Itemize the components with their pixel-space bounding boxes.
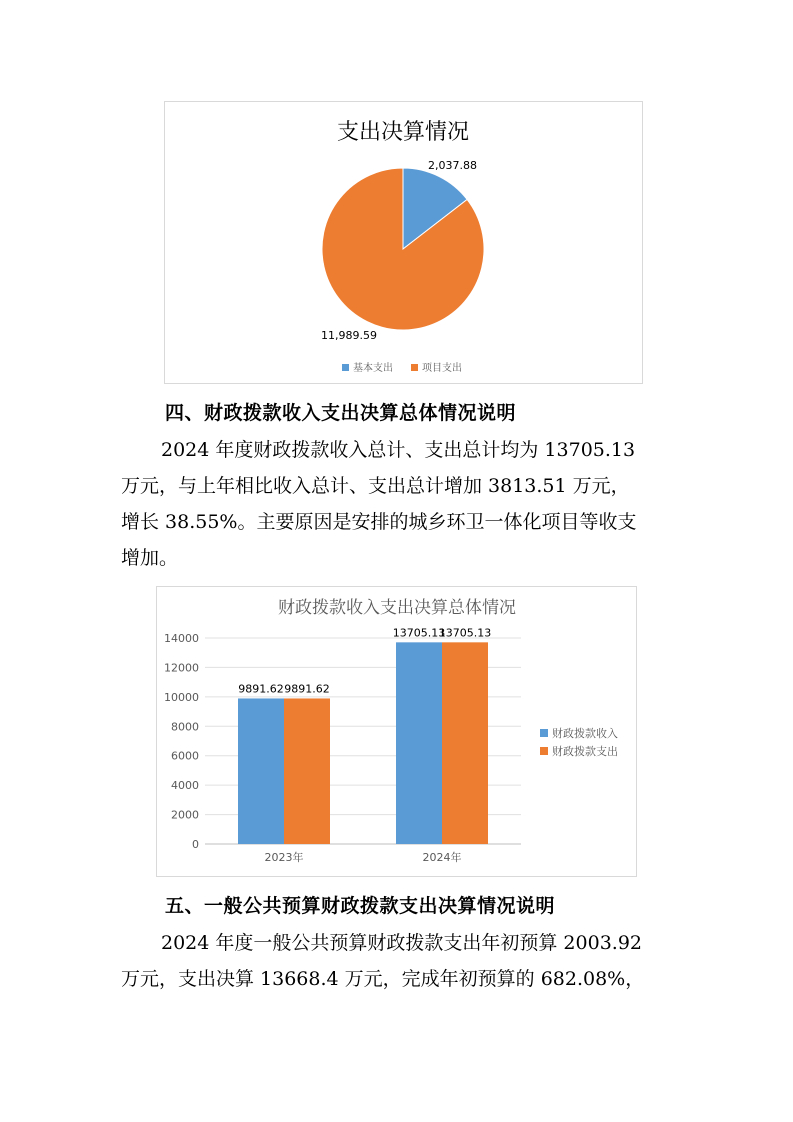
legend-swatch-basic <box>342 364 349 371</box>
pie-data-label-project: 11,989.59 <box>321 329 377 342</box>
bar-income-1 <box>396 642 442 844</box>
legend-swatch-project <box>411 364 418 371</box>
bar-y-ticks <box>164 632 199 851</box>
pie-chart-svg <box>165 102 642 383</box>
bar-bars <box>238 642 488 844</box>
section4-heading: 四、财政拨款收入支出决算总体情况说明 <box>165 402 517 424</box>
y-tick-label: 14000 <box>164 632 199 645</box>
bar-data-label: 13705.13 <box>438 626 492 640</box>
legend-swatch-income <box>540 729 548 737</box>
y-tick-label: 8000 <box>171 720 199 734</box>
section4-paragraph <box>121 432 637 576</box>
section5-heading: 五、一般公共预算财政拨款支出决算情况说明 <box>165 895 556 917</box>
section4-line-4: 增加。 <box>121 547 179 569</box>
legend-label-expense: 财政拨款支出 <box>552 745 618 758</box>
bar-data-label: 9891.62 <box>284 682 330 696</box>
bar-income-0 <box>238 698 284 844</box>
bar-chart-svg <box>157 587 636 876</box>
bar-x-ticks <box>265 850 462 864</box>
section5-line-2: 万元，支出决算 13668.4 万元，完成年初预算的 682.08%， <box>121 968 645 990</box>
section4-line-1: 2024 年度财政拨款收入总计、支出总计均为 13705.13 <box>161 439 636 461</box>
x-tick-label: 2023年 <box>264 851 304 864</box>
pie-data-label-basic: 2,037.88 <box>428 159 477 172</box>
section4-line-2: 万元，与上年相比收入总计、支出总计增加 3813.51 万元， <box>121 475 630 497</box>
pie-slices <box>322 168 484 330</box>
y-tick-label: 10000 <box>164 690 199 704</box>
legend-swatch-expense <box>540 747 548 755</box>
pie-chart <box>164 101 643 384</box>
y-tick-label: 4000 <box>171 779 199 793</box>
bar-data-label: 13705.13 <box>392 626 446 640</box>
bar-data-label: 9891.62 <box>238 682 284 696</box>
x-tick-label: 2024年 <box>422 851 462 864</box>
bar-chart <box>156 586 637 877</box>
bar-expense-0 <box>284 698 330 844</box>
y-tick-label: 12000 <box>164 661 199 675</box>
section5-paragraph <box>121 925 644 997</box>
pie-chart-title: 支出决算情况 <box>336 120 470 145</box>
section4-line-3: 增长 38.55%。主要原因是安排的城乡环卫一体化项目等收支 <box>121 511 637 533</box>
legend-label-project: 项目支出 <box>422 363 462 374</box>
legend-label-income: 财政拨款收入 <box>552 727 618 740</box>
bar-chart-title: 财政拨款收入支出决算总体情况 <box>278 598 516 618</box>
bar-expense-1 <box>442 642 488 844</box>
section5-line-1: 2024 年度一般公共预算财政拨款支出年初预算 2003.92 <box>161 932 643 954</box>
y-tick-label: 6000 <box>171 749 199 763</box>
y-tick-label: 2000 <box>171 808 199 822</box>
y-tick-label: 0 <box>192 838 199 851</box>
legend-label-basic: 基本支出 <box>353 363 393 374</box>
